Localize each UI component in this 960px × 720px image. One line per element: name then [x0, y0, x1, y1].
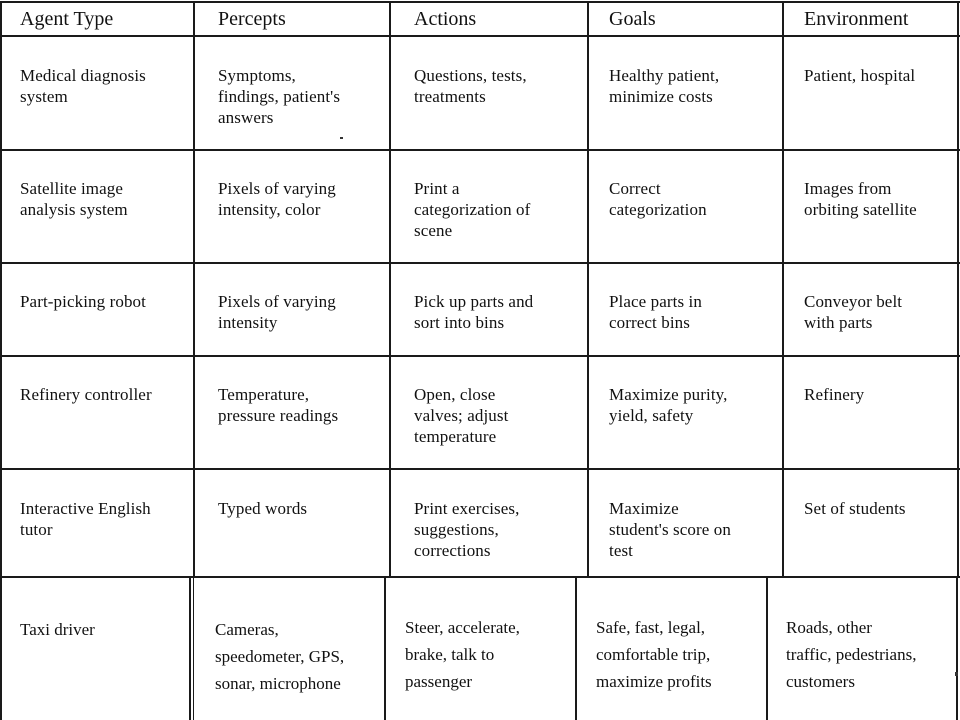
table-rule: [957, 1, 959, 577]
table-cell-goals: Healthy patient, minimize costs: [609, 66, 720, 106]
table-cell-percepts: Typed words: [218, 499, 308, 518]
table-rule: [0, 355, 960, 357]
scan-speck: [340, 137, 343, 139]
table-cell-environment: Roads, other traffic, pedestrians, customers: [786, 618, 917, 691]
table-cell-agent-type: Medical diagnosis system: [20, 66, 146, 106]
column-header-agent-type: Agent Type: [20, 8, 114, 30]
table-rule: [766, 576, 768, 720]
table-rule: [956, 576, 958, 720]
table-cell-goals: Maximize purity, yield, safety: [609, 385, 728, 425]
column-header-percepts: Percepts: [218, 8, 286, 30]
table-rule: [0, 576, 960, 578]
table-rule: [575, 576, 577, 720]
table-rule: [0, 35, 960, 37]
table-cell-percepts: Pixels of varying intensity: [218, 292, 336, 332]
table-rule: [0, 149, 960, 151]
table-rule: [782, 1, 784, 577]
table-cell-agent-type: Satellite image analysis system: [20, 179, 128, 219]
table-rule: [193, 576, 194, 720]
column-header-goals: Goals: [609, 8, 656, 30]
table-rule: [389, 1, 391, 577]
table-cell-agent-type: Part-picking robot: [20, 292, 146, 311]
table-cell-percepts: Pixels of varying intensity, color: [218, 179, 336, 219]
table-cell-actions: Open, close valves; adjust temperature: [414, 385, 509, 446]
table-rule: [587, 1, 589, 577]
table-rule: [0, 1, 2, 577]
table-cell-actions: Print a categorization of scene: [414, 179, 531, 240]
table-cell-actions: Questions, tests, treatments: [414, 66, 527, 106]
table-cell-goals: Correct categorization: [609, 179, 707, 219]
table-cell-actions: Steer, accelerate, brake, talk to passenger: [405, 618, 520, 691]
table-cell-agent-type: Refinery controller: [20, 385, 152, 404]
table-cell-goals: Safe, fast, legal, comfortable trip, maximize profits: [596, 618, 712, 691]
table-rule: [0, 262, 960, 264]
table-cell-goals: Maximize student's score on test: [609, 499, 731, 560]
table-cell-agent-type: Taxi driver: [20, 620, 95, 639]
table-cell-environment: Images from orbiting satellite: [804, 179, 917, 219]
table-rule: [193, 1, 195, 577]
table-cell-percepts: Temperature, pressure readings: [218, 385, 339, 425]
table-cell-environment: Refinery: [804, 385, 865, 404]
column-header-environment: Environment: [804, 8, 909, 30]
table-cell-percepts: Cameras, speedometer, GPS, sonar, microphone: [215, 620, 345, 693]
table-cell-environment: Patient, hospital: [804, 66, 916, 85]
table-cell-environment: Set of students: [804, 499, 906, 518]
table-rule: [384, 576, 386, 720]
table-cell-environment: Conveyor belt with parts: [804, 292, 903, 332]
table-cell-agent-type: Interactive English tutor: [20, 499, 151, 539]
table-cell-percepts: Symptoms, findings, patient's answers: [218, 66, 341, 127]
table-rule: [189, 576, 191, 720]
table-cell-actions: Print exercises, suggestions, corrections: [414, 499, 520, 560]
column-header-actions: Actions: [414, 8, 477, 30]
table-cell-actions: Pick up parts and sort into bins: [414, 292, 534, 332]
scan-speck: [955, 672, 958, 676]
table-rule: [0, 468, 960, 470]
table-rule: [0, 576, 2, 720]
table-rule: [0, 1, 960, 3]
table-cell-goals: Place parts in correct bins: [609, 292, 702, 332]
